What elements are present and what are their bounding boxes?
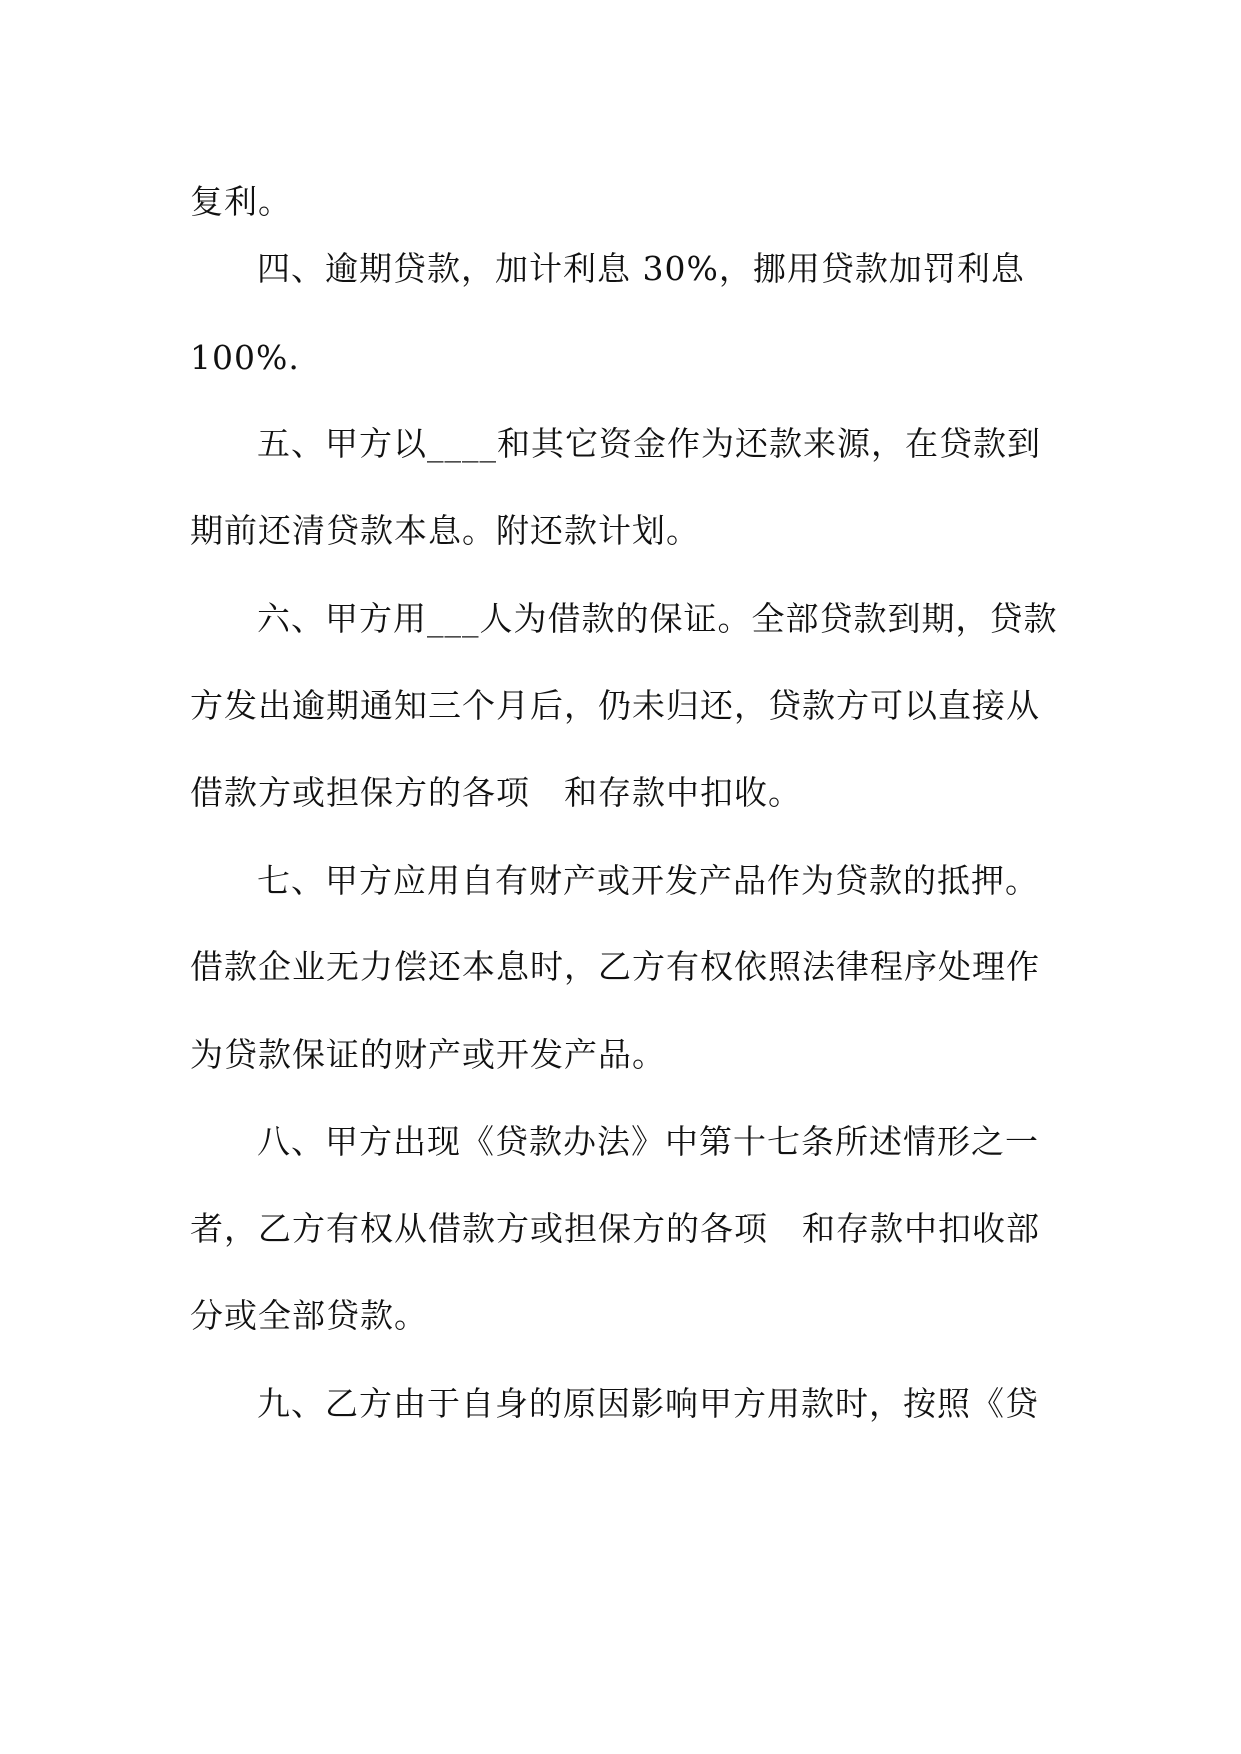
text-line: 100%. xyxy=(190,338,300,377)
text-line: 为贷款保证的财产或开发产品。 xyxy=(190,1035,666,1074)
text-line: 方发出逾期通知三个月后，仍未归还，贷款方可以直接从 xyxy=(190,686,1040,725)
text-line: 复利。 xyxy=(190,182,292,221)
clause-9-line: 九、乙方由于自身的原因影响甲方用款时，按照《贷 xyxy=(257,1384,1039,1423)
text-line: 者，乙方有权从借款方或担保方的各项 和存款中扣收部 xyxy=(190,1209,1040,1248)
clause-6-line: 六、甲方用___人为借款的保证。全部贷款到期，贷款 xyxy=(257,599,1058,638)
clause-5-line: 五、甲方以____和其它资金作为还款来源，在贷款到 xyxy=(257,424,1041,463)
text-line: 分或全部贷款。 xyxy=(190,1296,428,1335)
text-line: 借款方或担保方的各项 和存款中扣收。 xyxy=(190,773,802,812)
text-line: 期前还清贷款本息。附还款计划。 xyxy=(190,511,700,550)
clause-7-line: 七、甲方应用自有财产或开发产品作为贷款的抵押。 xyxy=(257,861,1039,900)
clause-8-line: 八、甲方出现《贷款办法》中第十七条所述情形之一 xyxy=(257,1122,1039,1161)
text-line: 借款企业无力偿还本息时，乙方有权依照法律程序处理作 xyxy=(190,947,1040,986)
clause-4-line: 四、逾期贷款，加计利息 30%，挪用贷款加罚利息 xyxy=(257,249,1025,288)
